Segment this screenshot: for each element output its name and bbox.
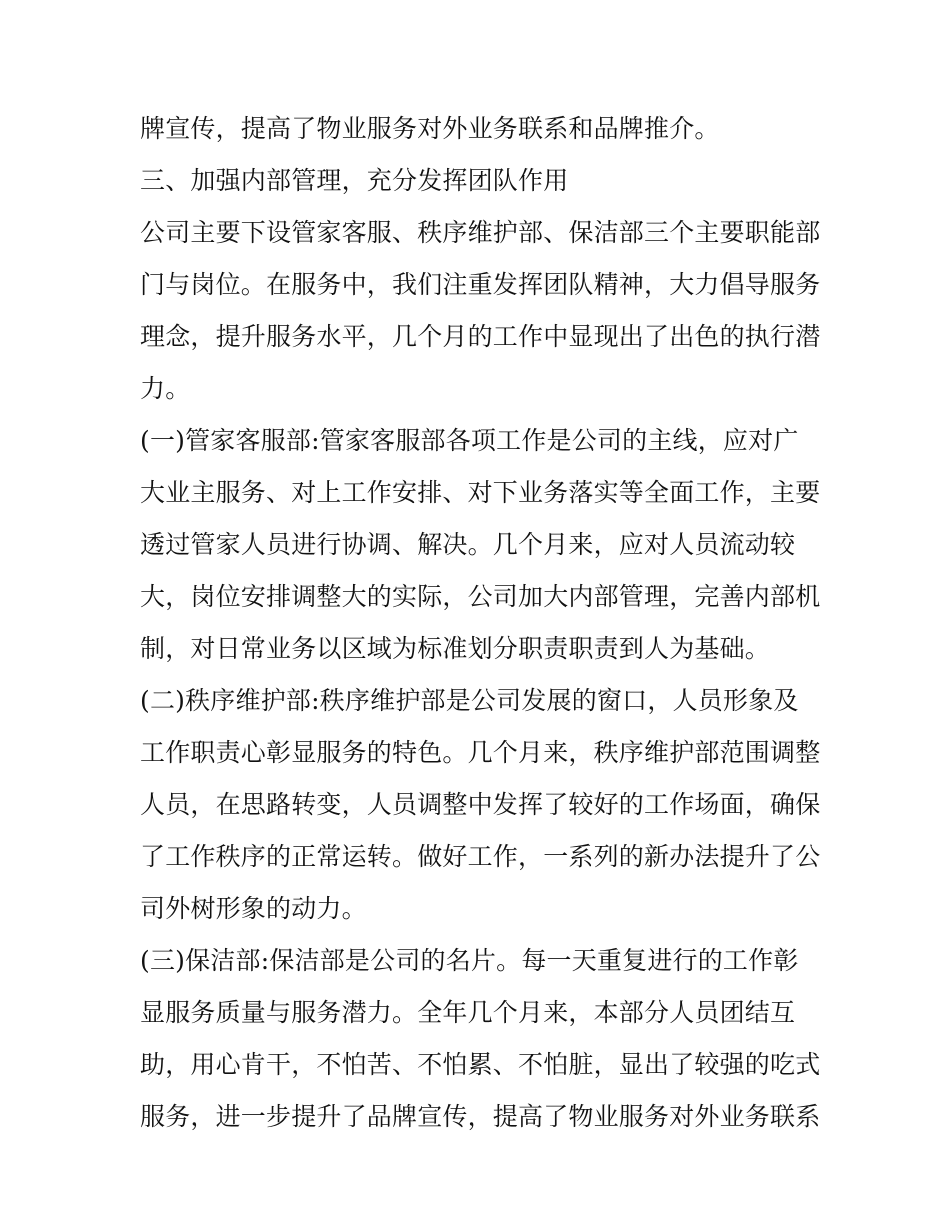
text-line: 制，对日常业务以区域为标准划分职责职责到人为基础。 xyxy=(140,634,771,663)
text-line: 了工作秩序的正常运转。做好工作，一系列的新办法提升了公 xyxy=(140,842,821,871)
text-line: (一)管家客服部:管家客服部各项工作是公司的主线，应对广 xyxy=(140,426,799,455)
section-heading: 三、加强内部管理，充分发挥团队作用 xyxy=(140,166,569,195)
text-line: 大，岗位安排调整大的实际，公司加大内部管理，完善内部机 xyxy=(140,582,821,611)
text-line: 公司主要下设管家客服、秩序维护部、保洁部三个主要职能部 xyxy=(140,218,821,247)
text-line: 力。 xyxy=(140,374,191,403)
text-line: 司外树形象的动力。 xyxy=(140,894,367,923)
text-line: 显服务质量与服务潜力。全年几个月来，本部分人员团结互 xyxy=(140,998,796,1027)
text-line: 透过管家人员进行协调、解决。几个月来，应对人员流动较 xyxy=(140,530,796,559)
text-line: 服务，进一步提升了品牌宣传，提高了物业服务对外业务联系 xyxy=(140,1102,821,1131)
text-line: 助，用心肯干，不怕苦、不怕累、不怕脏，显出了较强的吃式 xyxy=(140,1050,821,1079)
text-line: 牌宣传，提高了物业服务对外业务联系和品牌推介。 xyxy=(140,114,720,143)
text-line: 大业主服务、对上工作安排、对下业务落实等全面工作，主要 xyxy=(140,478,821,507)
text-line: 人员，在思路转变，人员调整中发挥了较好的工作场面，确保 xyxy=(140,790,821,819)
text-line: (二)秩序维护部:秩序维护部是公司发展的窗口，人员形象及 xyxy=(140,686,799,715)
text-line: 工作职责心彰显服务的特色。几个月来，秩序维护部范围调整 xyxy=(140,738,821,767)
text-line: 理念，提升服务水平，几个月的工作中显现出了出色的执行潜 xyxy=(140,322,821,351)
text-line: (三)保洁部:保洁部是公司的名片。每一天重复进行的工作彰 xyxy=(140,946,799,975)
text-line: 门与岗位。在服务中，我们注重发挥团队精神，大力倡导服务 xyxy=(140,270,821,299)
document-body xyxy=(140,103,830,1143)
